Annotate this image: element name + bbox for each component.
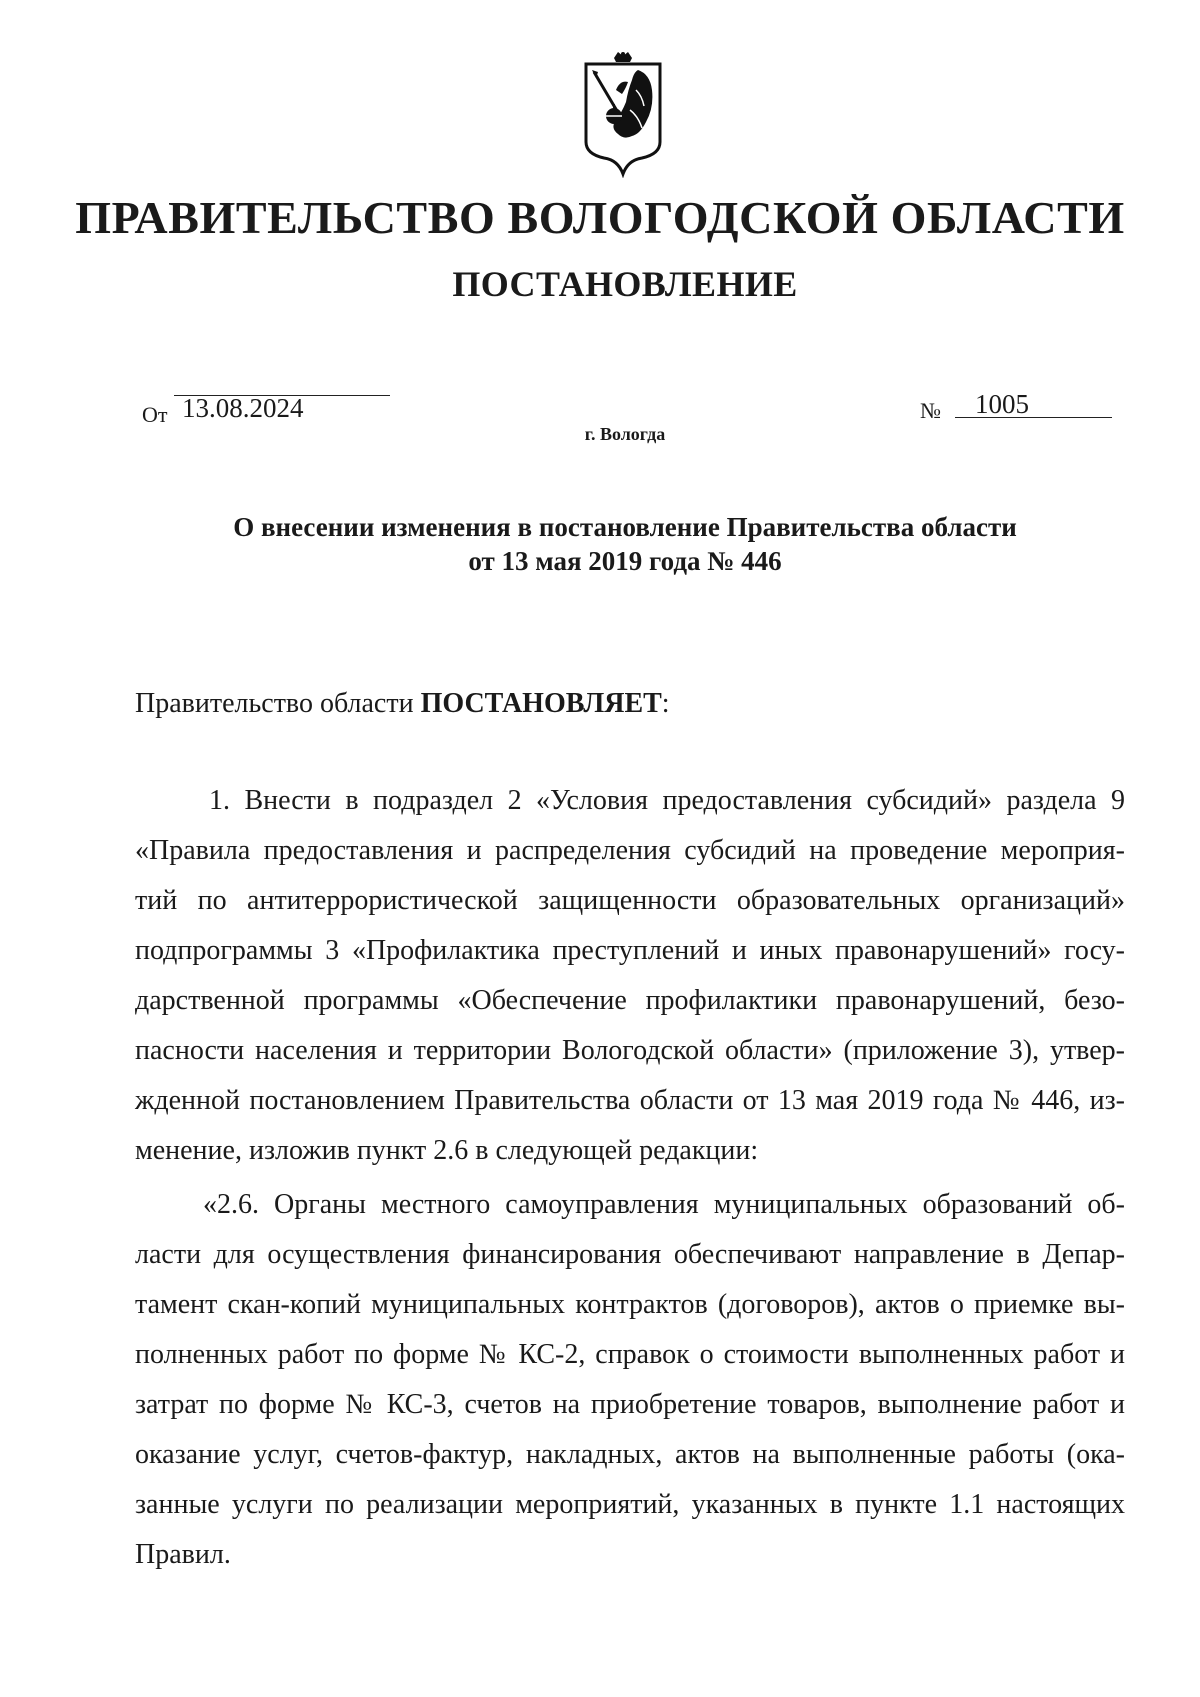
paragraph-1-line: подпрограммы 3 «Профилактика преступлений и иных правонарушений» госу- [135,935,1125,966]
paragraph-2-line: затрат по форме № КС-3, счетов на приобретение товаров, выполнение работ и [135,1389,1125,1420]
paragraph-1-line: жденной постановлением Правительства области от 13 мая 2019 года № 446, из- [135,1085,1125,1116]
number-value: 1005 [975,389,1029,419]
document-type: ПОСТАНОВЛЕНИЕ [452,264,798,304]
subject-line-1: О внесении изменения в постановление Правительства области [233,512,1017,542]
paragraph-1-line: пасности населения и территории Вологодской области» (приложение 3), утвер- [135,1035,1125,1066]
subject-line-2: от 13 мая 2019 года № 446 [468,546,782,576]
paragraph-2-line: занные услуги по реализации мероприятий, указанных в пункте 1.1 настоящих [135,1489,1125,1520]
preamble-tail: : [661,688,670,719]
paragraph-1-line: тий по антитеррористической защищенности образовательных организаций» [135,885,1125,916]
paragraph-2-line: полненных работ по форме № КС-2, справок о стоимости выполненных работ и [135,1339,1125,1370]
date-value: 13.08.2024 [182,393,304,423]
paragraph-1 [135,776,1125,1176]
coat-of-arms-icon [580,50,666,178]
city: г. Вологда [584,424,666,444]
preamble [135,687,670,721]
paragraph-2-line: Правил. [135,1539,231,1570]
preamble-text: Правительство области [135,688,421,719]
paragraph-1-line: менение, изложив пункт 2.6 в следующей редакции: [135,1135,759,1166]
number-label: № [920,398,941,423]
preamble-bold: ПОСТАНОВЛЯЕТ [420,688,662,719]
document-subject [0,510,1200,578]
paragraph-2-line: тамент скан-копий муниципальных контрактов (договоров), актов о приемке вы- [135,1289,1125,1320]
government-title: ПРАВИТЕЛЬСТВО ВОЛОГОДСКОЙ ОБЛАСТИ [75,192,1125,243]
paragraph-2-line: оказание услуг, счетов-фактур, накладных, актов на выполненные работы (ока- [135,1439,1125,1470]
paragraph-1-line: дарственной программы «Обеспечение профилактики правонарушений, безо- [135,985,1125,1016]
date-label: От [142,402,168,427]
paragraph-2-line: «2.6. Органы местного самоуправления муниципальных образований об- [203,1189,1125,1220]
paragraph-2 [135,1180,1125,1580]
paragraph-2-line: ласти для осуществления финансирования обеспечивают направление в Депар- [135,1239,1125,1270]
paragraph-1-line: 1. Внести в подраздел 2 «Условия предоставления субсидий» раздела 9 [209,785,1125,816]
paragraph-1-line: «Правила предоставления и распределения субсидий на проведение мероприя- [135,835,1125,866]
